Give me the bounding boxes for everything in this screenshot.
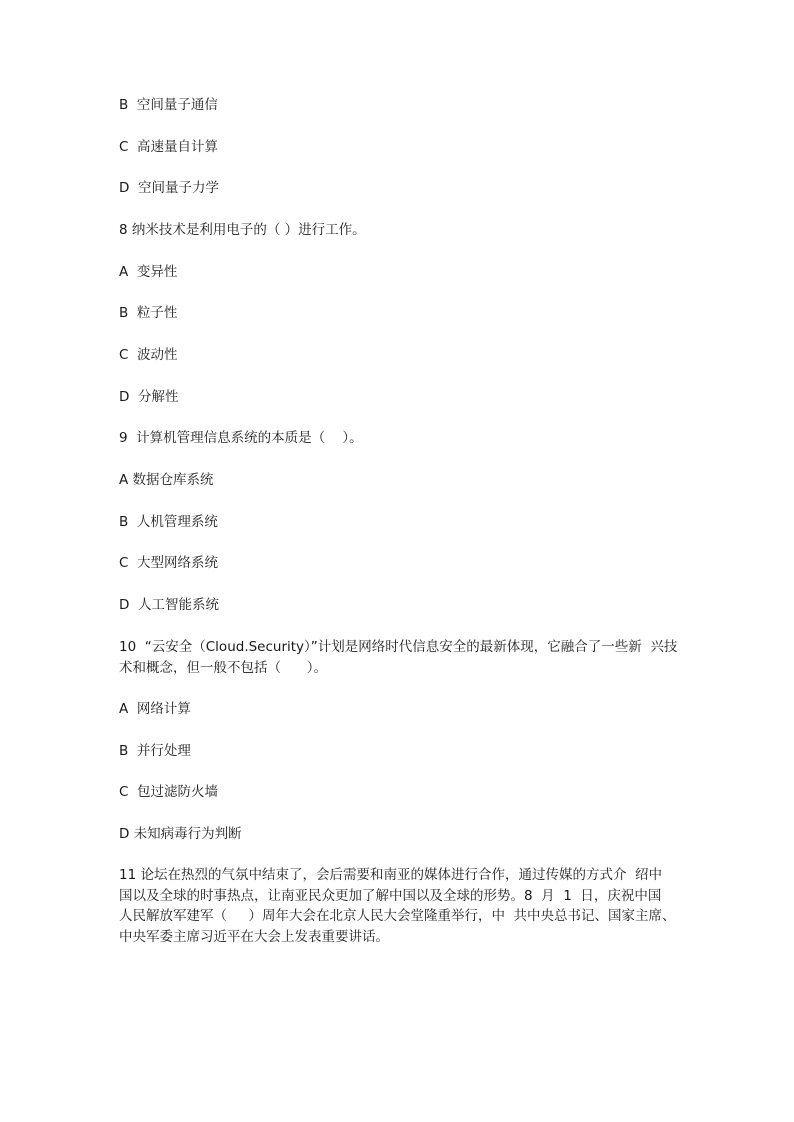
question-10-line-1: 10 “云安全（Cloud.Security）”计划是网络时代信息安全的最新体现，它融合了一些新 兴技 <box>119 639 678 655</box>
option-c-q8: C 波动性 <box>119 347 178 363</box>
option-c-q9: C 大型网络系统 <box>119 555 219 571</box>
option-b-q9: B 人机管理系统 <box>119 514 218 530</box>
option-a-q10: A 网络计算 <box>119 701 191 717</box>
question-8: 8 纳米技术是利用电子的（ ）进行工作。 <box>119 222 366 238</box>
option-d-q8: D 分解性 <box>119 389 179 405</box>
option-c-q10: C 包过滤防火墙 <box>119 784 219 800</box>
question-11 <box>119 865 719 947</box>
option-b-q10: B 并行处理 <box>119 743 191 759</box>
option-d-q9: D 人工智能系统 <box>119 597 219 613</box>
option-d-q10: D 未知病毒行为判断 <box>119 826 242 842</box>
option-b-q7: B 空间量子通信 <box>119 97 218 113</box>
option-a-q8: A 变异性 <box>119 264 178 280</box>
option-d-q7: D 空间量子力学 <box>119 180 219 196</box>
question-11-line-4: 中央军委主席习近平在大会上发表重要讲话。 <box>119 928 389 945</box>
question-11-line-2: 国以及全球的时事热点，让南亚民众更加了解中国以及全球的形势。8 月 1 日，庆祝中国 <box>119 887 662 904</box>
question-10 <box>119 637 719 678</box>
option-a-q9: A 数据仓库系统 <box>119 472 214 488</box>
option-b-q8: B 粒子性 <box>119 305 178 321</box>
option-c-q7: C 高速量自计算 <box>119 139 219 155</box>
question-11-line-3: 人民解放军建军（ ）周年大会在北京人民大会堂隆重举行，中 共中央总书记、国家主席、 <box>119 908 676 924</box>
question-11-line-1: 11 论坛在热烈的气氛中结束了，会后需要和南亚的媒体进行合作，通过传媒的方式介 绍中 <box>119 867 663 883</box>
question-10-line-2: 术和概念，但一般不包括（ ）。 <box>119 659 327 676</box>
question-9: 9 计算机管理信息系统的本质是（ ）。 <box>119 430 363 446</box>
